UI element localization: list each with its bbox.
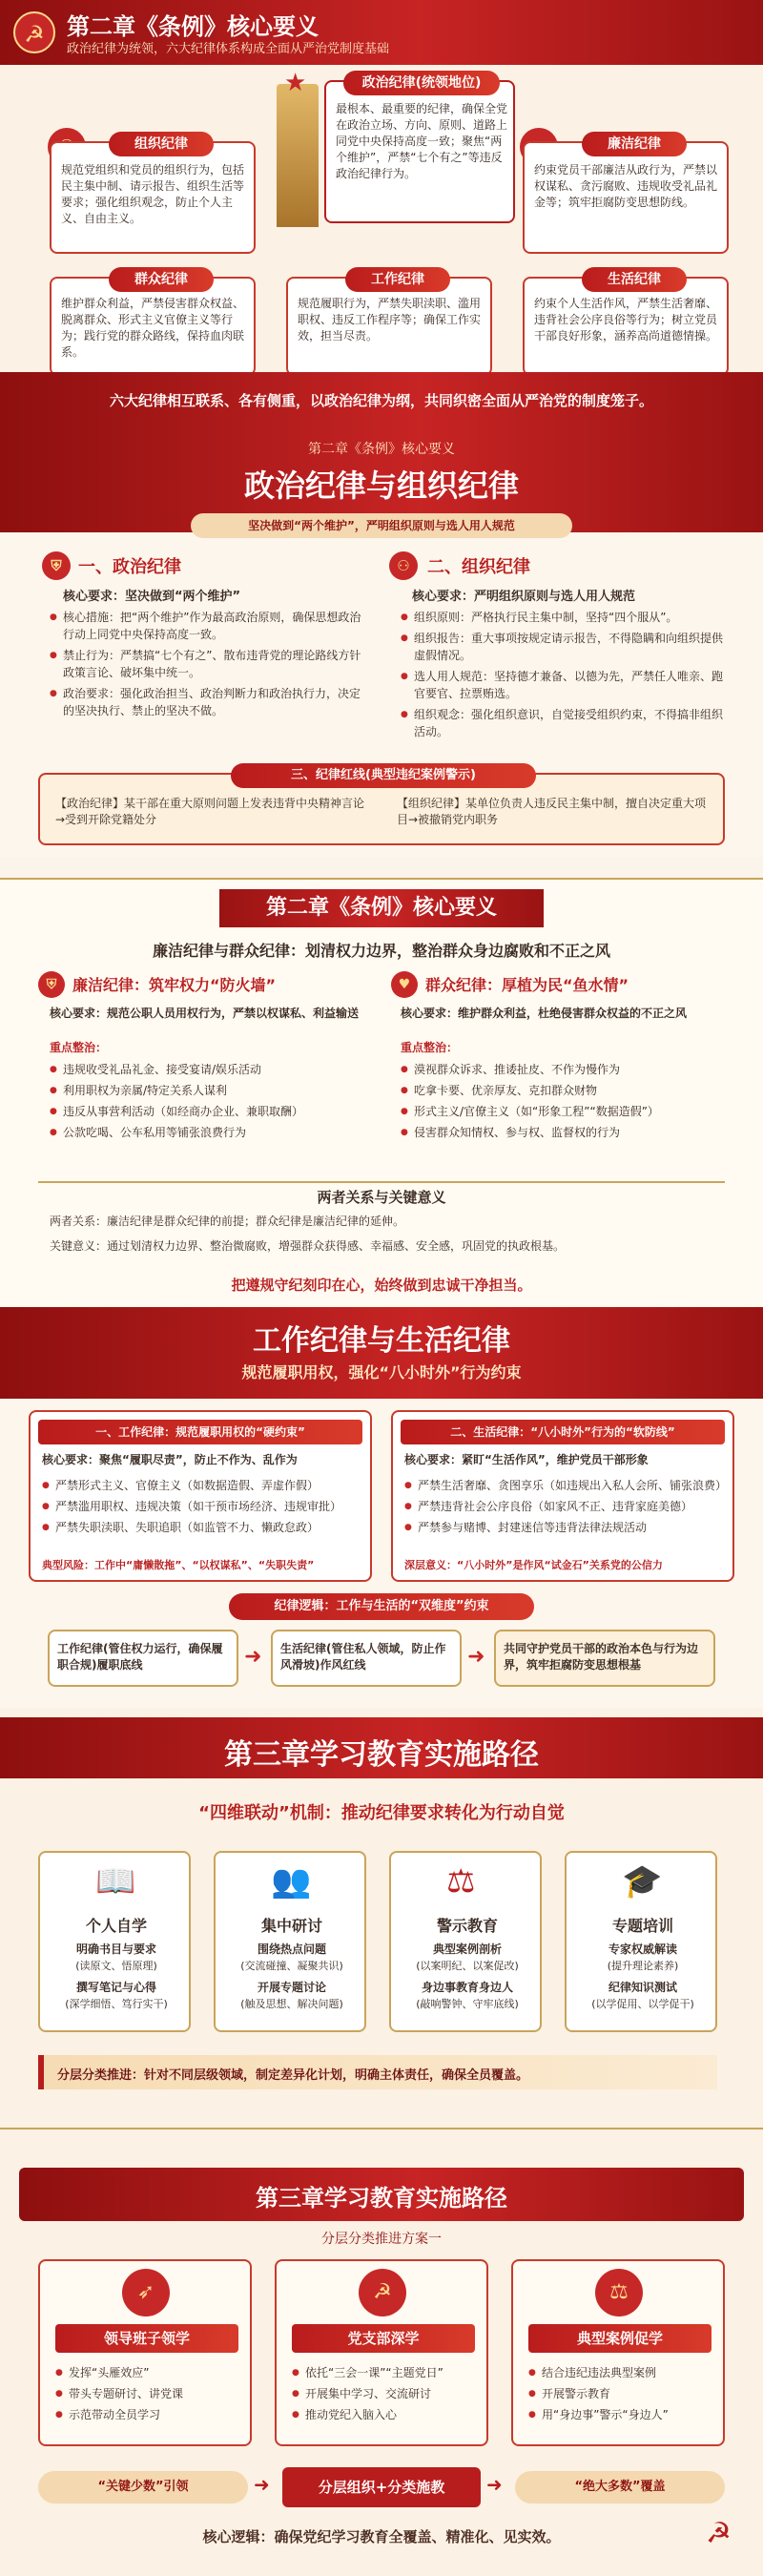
section-title: 政治纪律与组织纪律 (243, 467, 519, 504)
section-subtitle: 分层分类推进方案一 (321, 2232, 442, 2247)
card-work-discipline (286, 272, 492, 376)
section-footer: 把遵规守纪刻印在心，始终做到忠诚干净担当。 (231, 1277, 532, 1294)
case-organization: 【组织纪律】某单位负责人违反民主集中制，擅自决定重大项目→被撤销党内职务 (397, 797, 707, 826)
list-item: ● 依托“三会一课”“主题党日” (292, 2364, 483, 2381)
banner-text: 六大纪律相互联系、各有侧重，以政治纪律为纲，共同织密全面从严治党的制度笼子。 (109, 392, 653, 409)
list-item: ● 结合违纪违法典型案例 (528, 2364, 719, 2381)
card-text: 维护群众利益，严禁侵害群众权益、脱离群众、形式主义官僚主义等行为；践行党的群众路线，保持血肉联系。 (61, 297, 245, 359)
card-text: 约束党员干部廉洁从政行为，严禁以权谋私、贪污腐败、违规收受礼品礼金等；筑牢拒腐防变思想防线。 (534, 163, 718, 209)
card-title: 二、生活纪律：“八小时外”行为的“软防线” (401, 1420, 725, 1444)
relation-text-1: 两者关系：廉洁纪律是群众纪律的前提；群众纪律是廉洁纪律的延伸。 (50, 1215, 405, 1228)
list-item: ● 严禁滥用职权、违规决策（如干预市场经济、违规审批） (42, 1498, 362, 1515)
section-kicker: 第二章《条例》核心要义 (308, 442, 455, 457)
gavel-icon: ⚖ (595, 2269, 643, 2316)
list-item: ● 公款吃喝、公车私用等铺张浪费行为 (50, 1124, 364, 1141)
list-item: ● 开展集中学习、交流研讨 (292, 2385, 483, 2402)
card-self-study (38, 1851, 191, 2032)
section-lead: “四维联动”机制：推动纪律要求转化为行动自觉 (198, 1803, 565, 1823)
card-title: 一、工作纪律：规范履职用权的“硬约束” (38, 1420, 362, 1444)
section-kicker: 第二章《条例》核心要义 (219, 889, 544, 927)
party-emblem-icon: ☭ (13, 11, 55, 53)
list-item: ● 带头专题研讨、讲党课 (55, 2385, 246, 2402)
party-emblem-icon: ☭ (359, 2269, 406, 2316)
card-line: 开展专题讨论 (257, 1981, 326, 1994)
list-item: ● 侵害群众知情权、参与权、监督权的行为 (401, 1124, 725, 1141)
clean-core: 核心要求：规范公职人员用权行为，严禁以权谋私、利益输送 (50, 1007, 360, 1020)
col-list (55, 2364, 246, 2427)
list-item: ● 用“身边事”警示“身边人” (528, 2406, 719, 2423)
political-heading: 一、政治纪律 (78, 557, 181, 577)
card-line: 身边事教育身边人 (421, 1981, 513, 1994)
card-line: (以案明纪、以案促改) (416, 1960, 519, 1972)
case-warning-box (38, 768, 725, 845)
section-title: 第三章学习教育实施路径 (224, 1738, 539, 1772)
presenter-icon: 🎓 (622, 1862, 663, 1901)
list-item: ● 违反从事营利活动（如经商办企业、兼职取酬） (50, 1103, 364, 1120)
card-line: (触及思想、解决问题) (240, 1998, 343, 2010)
relation-text-2: 关键意义：通过划清权力边界、整治微腐败，增强群众获得感、幸福感、安全感，巩固党的执政根基。 (50, 1239, 566, 1253)
section-title: 廉洁纪律与群众纪律：划清权力边界，整治群众身边腐败和不正之风 (152, 942, 610, 960)
section-header (0, 1717, 763, 1778)
star-icon: ★ (284, 69, 307, 97)
logic-heading: 纪律逻辑：工作与生活的“双维度”约束 (229, 1593, 534, 1620)
col-cases (511, 2259, 725, 2446)
monument-icon (277, 84, 319, 227)
card-line: 围绕热点问题 (257, 1942, 326, 1956)
list-item: ● 形式主义/官僚主义（如“形象工程”“数据造假”） (401, 1103, 725, 1120)
section-header (0, 0, 763, 65)
list-item: ● 严禁生活奢靡、贪图享乐（如违规出入私人会所、铺张浪费） (404, 1477, 725, 1494)
list-item: ● 禁止行为：严禁搞“七个有之”、散布违背党的理论路线方针政策言论、破坏集中统一。 (50, 647, 364, 681)
card-title: 政治纪律(统领地位) (343, 71, 500, 95)
org-chart-icon: ⚇ (389, 551, 418, 580)
organization-heading: 二、组织纪律 (427, 557, 530, 577)
list-item: ● 示范带动全员学习 (55, 2406, 246, 2423)
card-line: 明确书目与要求 (75, 1942, 156, 1956)
card-line: (以学促用、以学促干) (591, 1998, 694, 2010)
card-line: (深学细悟、笃行实干) (65, 1998, 168, 2010)
col-list (528, 2364, 719, 2427)
list-item: ● 漠视群众诉求、推诿扯皮、不作为慢作为 (401, 1061, 725, 1078)
mass-sub: 重点整治： (401, 1041, 459, 1054)
col-title: 党支部深学 (292, 2324, 475, 2353)
card-title: 工作纪律 (345, 267, 450, 292)
card-mass-discipline (50, 272, 256, 376)
card-title: 组织纪律 (109, 132, 214, 156)
logic-step-1 (48, 1630, 238, 1687)
card-line: (提升理论素养) (607, 1960, 679, 1972)
card-clean-discipline (523, 136, 729, 254)
mass-core: 核心要求：维护群众利益，杜绝侵害群众权益的不正之风 (401, 1007, 688, 1020)
card-core: 核心要求：聚焦“履职尽责”，防止不作为、乱作为 (42, 1453, 298, 1466)
section-header (0, 1307, 763, 1399)
card-work (29, 1410, 372, 1582)
relation-heading: 两者关系与关键意义 (317, 1189, 446, 1206)
shield-icon: ⛨ (38, 971, 65, 998)
work-list (42, 1477, 362, 1540)
clean-list (50, 1061, 364, 1145)
list-item: ● 吃拿卡要、优亲厚友、克扣群众财物 (401, 1082, 725, 1099)
card-group-discussion (214, 1851, 366, 2032)
card-line: 典型案例剖析 (432, 1942, 502, 1956)
card-title: 专题培训 (611, 1917, 673, 1935)
card-life (391, 1410, 734, 1582)
card-political-discipline (324, 75, 515, 223)
card-organization-discipline (50, 136, 256, 254)
card-title: 集中研讨 (260, 1917, 322, 1935)
logic-step-2 (271, 1630, 462, 1687)
case-political: 【政治纪律】某干部在重大原则问题上发表违背中央精神言论→受到开除党籍处分 (55, 797, 365, 826)
card-title: 生活纪律 (582, 267, 687, 292)
list-item: ● 组织报告：重大事项按规定请示报告，不得隐瞒和向组织提供虚假情况。 (401, 630, 725, 664)
card-line: (敲响警钟、守牢底线) (416, 1998, 519, 2010)
card-line: (交流碰撞、凝聚共识) (240, 1960, 343, 1972)
political-core: 核心要求：坚决做到“两个维护” (63, 590, 241, 604)
list-item: ● 核心措施：把“两个维护”作为最高政治原则，确保思想政治行动上同党中央保持高度一致。 (50, 609, 364, 643)
flow-left: “关键少数”引领 (38, 2471, 248, 2503)
arrow-right-icon: ➜ (467, 1645, 485, 1669)
list-item: ● 组织原则：严格执行民主集中制，坚持“四个服从”。 (401, 609, 725, 626)
col-title: 领导班子领学 (55, 2324, 238, 2353)
flow-mid: 分层组织+分类施教 (282, 2467, 481, 2507)
col-list (292, 2364, 483, 2427)
flow-right: “绝大多数”覆盖 (515, 2471, 725, 2503)
list-item: ● 选人用人规范：坚持德才兼备、以德为先，严禁任人唯亲、跑官要官、拉票贿选。 (401, 668, 725, 702)
clean-sub: 重点整治： (50, 1041, 108, 1054)
list-item: ● 严禁违背社会公序良俗（如家风不正、违背家庭美德） (404, 1498, 725, 1515)
logic-text: 生活纪律(管住私人领域，防止作风滑坡)作风红线 (280, 1642, 446, 1672)
card-title: 警示教育 (436, 1917, 498, 1935)
card-line: 撰写笔记与心得 (75, 1981, 156, 1994)
page-title: 第二章《条例》核心要义 (67, 13, 319, 40)
arrow-right-icon: ➜ (254, 2473, 270, 2496)
party-emblem-icon: ☭ (706, 2517, 732, 2550)
logic-text: 工作纪律(管住权力运行，确保履职合规)履职底线 (57, 1642, 223, 1672)
card-core: 核心要求：紧盯“生活作风”，维护党员干部形象 (404, 1453, 649, 1466)
section-four-dimensions (0, 1708, 763, 2128)
strip-text: 分层分类推进：针对不同层级领域，制定差异化计划，明确主体责任，确保全员覆盖。 (57, 2068, 529, 2083)
divider (38, 1181, 725, 1183)
card-text: 约束个人生活作风，严禁生活奢靡、违背社会公序良俗等行为；树立党员干部良好形象，涵养高尚道德情操。 (534, 297, 718, 343)
heart-icon: ♥ (391, 971, 418, 998)
clean-heading: 廉洁纪律：筑牢权力“防火墙” (72, 976, 277, 994)
list-item: ● 严禁形式主义、官僚主义（如数据造假、弄虚作假） (42, 1477, 362, 1494)
card-note: 深层意义：“八小时外”是作风“试金石”关系党的公信力 (404, 1559, 663, 1571)
card-special-training (565, 1851, 717, 2032)
mass-heading: 群众纪律：厚植为民“鱼水情” (425, 976, 629, 994)
col-title: 典型案例促学 (528, 2324, 711, 2353)
card-life-discipline (523, 272, 729, 376)
section-layered-plan (0, 2128, 763, 2576)
section-work-life (0, 1307, 763, 1708)
section-clean-mass (0, 878, 763, 1307)
section-six-disciplines (0, 0, 763, 401)
strip-banner (38, 2055, 717, 2089)
life-list (404, 1477, 728, 1540)
core-logic: 核心逻辑：确保党纪学习教育全覆盖、精准化、见实效。 (202, 2528, 561, 2545)
list-item: ● 组织观念：强化组织意识，自觉接受组织约束，不得搞非组织活动。 (401, 706, 725, 740)
card-text: 最根本、最重要的纪律，确保全党在政治立场、方向、原则、道路上同党中央保持高度一致；聚焦“两个维护”，严禁“七个有之”等违反政治纪律行为。 (336, 102, 508, 180)
banner-strip (0, 372, 763, 427)
card-title: 个人自学 (85, 1917, 147, 1935)
card-text: 规范党组织和党员的组织行为，包括民主集中制、请示报告、组织生活等要求；强化组织观念，防止个人主义、自由主义。 (61, 163, 245, 225)
section-subtitle: 规范履职用权，强化“八小时外”行为约束 (241, 1363, 522, 1381)
people-icon: 👥 (271, 1862, 312, 1901)
logic-step-3 (494, 1630, 715, 1687)
card-title: 群众纪律 (109, 267, 214, 292)
mass-list (401, 1061, 725, 1145)
card-line: (读原文、悟原理) (75, 1960, 157, 1972)
list-item: ● 严禁失职渎职、失职追职（如监管不力、懒政怠政） (42, 1519, 362, 1536)
card-line: 专家权威解读 (608, 1942, 677, 1956)
section-strap: 坚决做到“两个维护”，严明组织原则与选人用人规范 (191, 513, 572, 538)
list-item: ● 利用职权为亲属/特定关系人谋利 (50, 1082, 364, 1099)
political-list (50, 609, 364, 723)
logic-text: 共同守护党员干部的政治本色与行为边界，筑牢拒腐防变思想根基 (504, 1642, 699, 1672)
list-item: ● 开展警示教育 (528, 2385, 719, 2402)
section-political-organization (0, 427, 763, 857)
card-warning-education (389, 1851, 542, 2032)
section-title: 第三章学习教育实施路径 (256, 2185, 507, 2212)
list-item: ● 发挥“头雁效应” (55, 2364, 246, 2381)
gavel-icon: ⚖ (446, 1862, 476, 1901)
page-subtitle: 政治纪律为统领，六大纪律体系构成全面从严治党制度基础 (67, 42, 390, 56)
col-branch (275, 2259, 488, 2446)
section-header (19, 2168, 744, 2221)
book-icon: 📖 (95, 1862, 136, 1901)
arrow-right-icon: ➜ (486, 2473, 503, 2496)
list-item: ● 严禁参与赌博、封建迷信等违背法律法规活动 (404, 1519, 725, 1536)
card-note: 典型风险：工作中“庸懒散拖”、“以权谋私”、“失职失责” (42, 1559, 315, 1571)
list-item: ● 推动党纪入脑入心 (292, 2406, 483, 2423)
card-text: 规范履职行为，严禁失职渎职、滥用职权、违反工作程序等；确保工作实效，担当尽责。 (298, 297, 482, 343)
card-line: 纪律知识测试 (608, 1981, 677, 1994)
card-title: 廉洁纪律 (582, 132, 687, 156)
section-title: 工作纪律与生活纪律 (253, 1324, 510, 1358)
geese-icon: ➶ (122, 2269, 170, 2316)
organization-list (401, 609, 725, 744)
list-item: ● 政治要求：强化政治担当、政治判断力和政治执行力，决定的坚决执行、禁止的坚决不做。 (50, 685, 364, 719)
organization-core: 核心要求：严明组织原则与选人用人规范 (412, 590, 636, 604)
col-leadership (38, 2259, 252, 2446)
arrow-right-icon: ➜ (244, 1645, 262, 1669)
list-item: ● 违规收受礼品礼金、接受宴请/娱乐活动 (50, 1061, 364, 1078)
shield-icon: ⛨ (42, 551, 71, 580)
case-heading: 三、纪律红线(典型违纪案例警示) (231, 763, 536, 788)
